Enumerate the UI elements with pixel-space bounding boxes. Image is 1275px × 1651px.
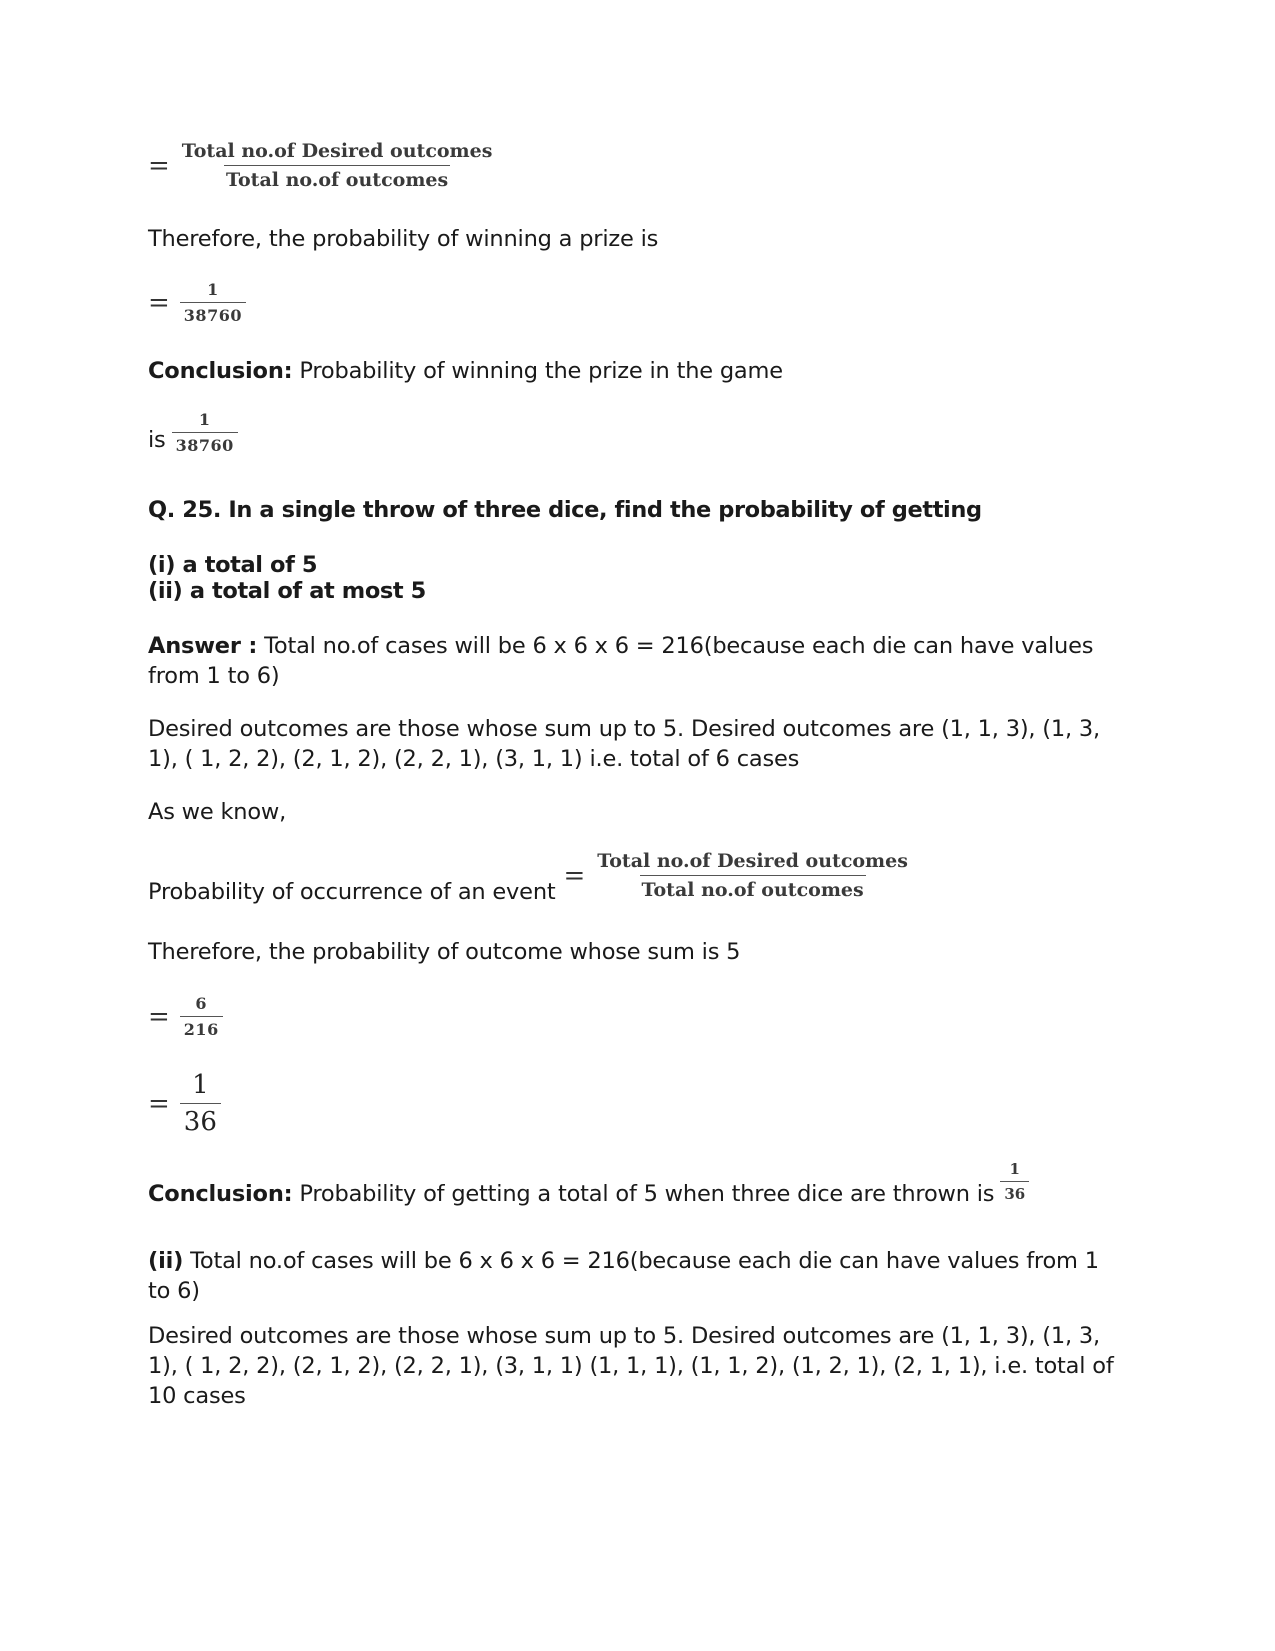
conclusion-label: Conclusion: [148, 1181, 293, 1207]
answer-paragraph [148, 631, 1123, 691]
fraction-denominator: Total no.of outcomes [224, 165, 450, 191]
fraction [180, 994, 223, 1039]
desired-outcomes-1: Desired outcomes are those whose sum up to 5. Desired outcomes are (1, 1, 3), (1, 3, 1), ( 1, 2, 2), (2, 1, 2), (2, 2, 1), (3, 1, 1) i.e. total of 6 cases [148, 716, 1100, 772]
fraction-numerator: Total no.of Desired outcomes [597, 850, 908, 872]
fraction [180, 1070, 221, 1137]
fraction-denominator: 36 [1000, 1181, 1029, 1203]
fraction-denominator: 38760 [172, 432, 238, 455]
fraction-numerator: 1 [207, 280, 219, 299]
conclusion-1-value [148, 410, 238, 455]
fraction-denominator: 36 [180, 1103, 221, 1137]
fraction [595, 850, 910, 901]
fraction [1000, 1160, 1029, 1203]
formula-general [148, 140, 494, 191]
fraction-numerator: 6 [195, 994, 208, 1013]
paragraph-winning-prize: Therefore, the probability of winning a prize is [148, 226, 659, 252]
formula-fraction-1 [148, 280, 246, 325]
question-part-1: (i) a total of 5 [148, 552, 318, 578]
question-part-2: (ii) a total of at most 5 [148, 578, 426, 604]
part-2-label: (ii) [148, 1248, 184, 1274]
conclusion-label: Conclusion: [148, 358, 293, 384]
desired-outcomes-2: Desired outcomes are those whose sum up to 5. Desired outcomes are (1, 1, 3), (1, 3, 1), ( 1, 2, 2), (2, 1, 2), (2, 2, 1), (3, 1, 1) (1, 1, 1), (1, 1, 2), (1, 2, 1), (2, 1, 1), i.e. total of 10 cases [148, 1323, 1114, 1409]
answer-label: Answer : [148, 633, 258, 659]
equals-sign: = [148, 1001, 170, 1032]
formula-fraction-2 [148, 994, 223, 1039]
fraction-denominator: 216 [180, 1016, 223, 1039]
probability-event-label: Probability of occurrence of an event [148, 879, 556, 905]
formula-fraction-3 [148, 1070, 221, 1137]
equals-sign: = [563, 860, 586, 891]
conclusion-2 [148, 1160, 1029, 1209]
as-we-know: As we know, [148, 799, 287, 825]
fraction-numerator: 1 [198, 410, 211, 429]
probability-of-event [148, 850, 910, 907]
conclusion-text: Probability of winning the prize in the game [292, 358, 783, 384]
fraction-denominator: Total no.of outcomes [640, 875, 866, 901]
paragraph-sum-5: Therefore, the probability of outcome whose sum is 5 [148, 939, 741, 965]
fraction-numerator: 1 [1009, 1160, 1020, 1178]
conclusion-text: Probability of getting a total of 5 when three dice are thrown is [292, 1181, 995, 1207]
question-title: Q. 25. In a single throw of three dice, find the probability of getting [148, 497, 982, 523]
fraction [180, 140, 495, 191]
conclusion-2-text [148, 1179, 994, 1209]
formula-general-inline [564, 850, 910, 901]
answer-text: Total no.of cases will be 6 x 6 x 6 = 216(because each die can have values from 1 to 6) [148, 633, 1094, 689]
fraction-numerator: Total no.of Desired outcomes [181, 140, 493, 162]
fraction-numerator: 1 [192, 1070, 209, 1100]
part-2-text: Total no.of cases will be 6 x 6 x 6 = 216(because each die can have values from 1 to 6) [148, 1248, 1099, 1304]
equals-sign: = [148, 150, 170, 181]
part-2-answer [148, 1246, 1123, 1306]
fraction-denominator: 38760 [180, 302, 246, 325]
fraction [172, 410, 238, 455]
fraction [180, 280, 246, 325]
equals-sign: = [148, 1088, 170, 1119]
is-word: is [148, 427, 166, 453]
equals-sign: = [148, 287, 170, 318]
conclusion-1 [148, 356, 783, 386]
